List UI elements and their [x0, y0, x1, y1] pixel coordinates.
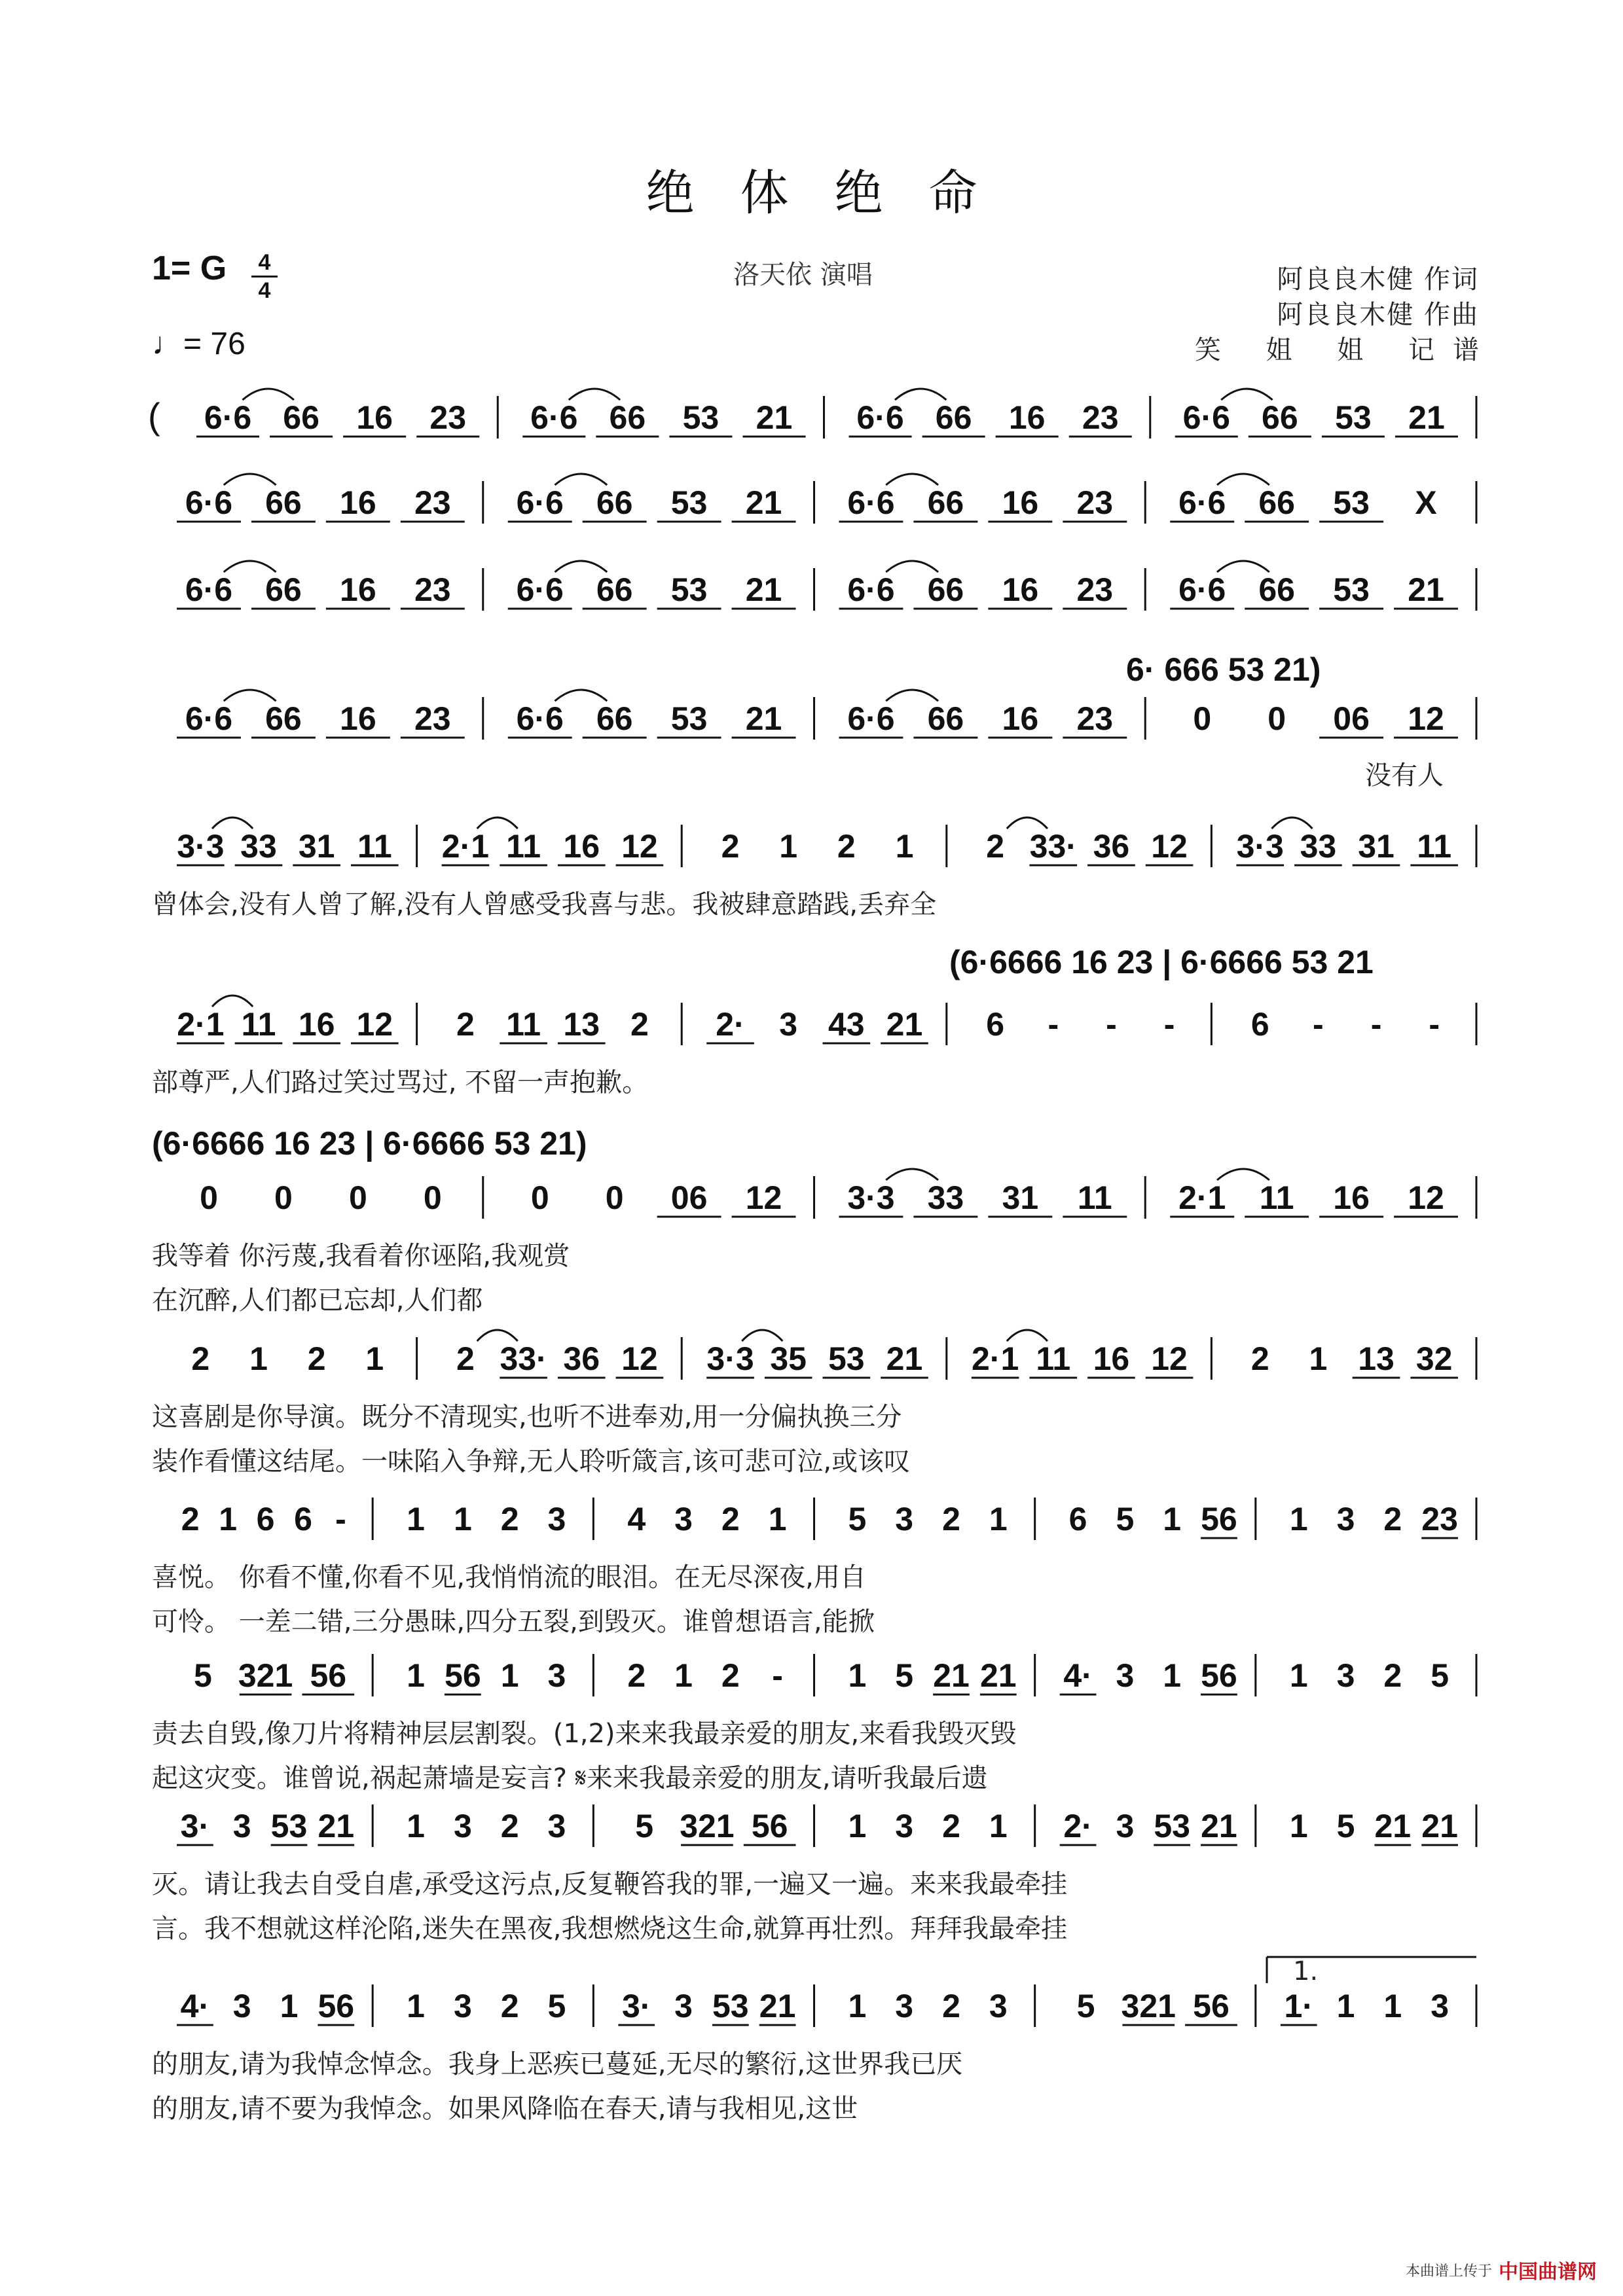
note-group: 3 [547, 1808, 566, 1844]
note-group: 3 [547, 1657, 566, 1694]
note-group: 2 [942, 1808, 960, 1844]
site-logo: 中国曲谱网 [1499, 2261, 1597, 2283]
time-signature-bottom: 4 [258, 278, 271, 303]
note-group: 1 [768, 1501, 787, 1537]
note-group: 3·3 [847, 1179, 895, 1216]
note-group: 11 [1259, 1179, 1294, 1216]
note-group: 6·6 [185, 700, 233, 737]
note-group: 66 [265, 571, 302, 608]
note-group: 2·1 [971, 1340, 1019, 1377]
note-group: 1 [407, 1988, 425, 2024]
note-group: 53 [1154, 1808, 1190, 1844]
note-group: 11 [1417, 828, 1452, 865]
note-group: 33· [1029, 828, 1077, 865]
note-group: 2 [1383, 1501, 1402, 1537]
note-group: 13 [563, 1006, 600, 1043]
slur [212, 817, 253, 829]
note-group: 66 [1258, 484, 1295, 521]
note-group: 66 [927, 700, 964, 737]
note-group: 21 [1374, 1808, 1412, 1844]
note-group: 06 [1333, 700, 1370, 737]
note-group: 1 [1309, 1340, 1328, 1377]
note-group: 66 [1258, 571, 1295, 608]
lyric-line: 这喜剧是你导演。既分不清现实,也听不进奉劝,用一分偏执换三分 [152, 1402, 902, 1432]
note-group: 12 [1408, 1179, 1444, 1216]
note-group: 56 [751, 1808, 788, 1844]
slur [742, 1330, 782, 1341]
note-group: 21 [1408, 399, 1445, 436]
note-group: 3 [674, 1988, 693, 2024]
note-group: 3 [1336, 1657, 1355, 1694]
note-group: 6·6 [516, 484, 564, 521]
slur [224, 474, 276, 485]
note-group: 12 [621, 1340, 658, 1377]
note-group: 33 [240, 828, 277, 865]
note-group: 66 [596, 571, 633, 608]
note-group: 1 [848, 1988, 867, 2024]
note-group: 66 [265, 700, 302, 737]
note-group: 53 [682, 399, 720, 436]
note-group: 1 [1289, 1657, 1308, 1694]
note-group: 2 [942, 1988, 960, 2024]
note-group: 3 [1116, 1657, 1135, 1694]
footer-watermark [1406, 2255, 1597, 2284]
slur [1217, 1169, 1269, 1180]
lyric-line: 言。我不想就这样沦陷,迷失在黑夜,我想燃烧这生命,就算再壮烈。拜拜我最牵挂 [152, 1914, 1068, 1944]
slur [1007, 1330, 1048, 1341]
note-group: 12 [1151, 828, 1188, 865]
note-group: 0 [530, 1179, 549, 1216]
note-group: 1 [249, 1340, 268, 1377]
note-group: 23 [1076, 700, 1114, 737]
lyric-line: 的朋友,请不要为我悼念。如果风降临在春天,请与我相见,这世 [152, 2094, 858, 2124]
note-group: 16 [1002, 571, 1039, 608]
note-group: 3 [453, 1808, 472, 1844]
note-group: 6 [986, 1006, 1005, 1043]
note-group: 66 [935, 399, 972, 436]
note-group: 56 [310, 1657, 347, 1694]
note-group: 6·6 [204, 399, 252, 436]
song-title: 绝体绝命 [646, 165, 1023, 221]
note-group: 53 [1333, 484, 1370, 521]
lyricist-credit: 阿良良木健 作词 [1277, 264, 1479, 295]
note-group: 12 [1151, 1340, 1188, 1377]
note-group: 56 [1201, 1501, 1237, 1537]
note-group: 6·6 [516, 571, 564, 608]
note-group: 0 [200, 1179, 218, 1216]
lyric-line: 部尊严,人们路过笑过骂过, 不留一声抱歉。 [152, 1067, 649, 1098]
note-group: 1 [1163, 1501, 1182, 1537]
note-group: 23 [414, 571, 451, 608]
slur [886, 474, 938, 485]
note-group: 1 [1383, 1988, 1402, 2024]
note-group: 16 [340, 700, 376, 737]
note-group: - [1106, 1006, 1117, 1043]
lyric-line: 起这灾变。谁曾说,祸起萧墙是妄言? 𝄋来来我最亲爱的朋友,请听我最后遗 [152, 1763, 988, 1793]
note-group: 5 [193, 1657, 212, 1694]
note-group: 3·3 [177, 828, 225, 865]
note-group: 2 [181, 1501, 200, 1537]
note-group: 11 [1077, 1179, 1112, 1216]
note-group: 3 [232, 1808, 251, 1844]
slur [569, 389, 620, 400]
slur [886, 690, 938, 701]
note-group: 21 [886, 1340, 923, 1377]
note-group: 21 [886, 1006, 923, 1043]
note-group: 1 [848, 1808, 867, 1844]
note-group: 6 [294, 1501, 312, 1537]
note-group: 0 [274, 1179, 293, 1216]
note-group: 1 [453, 1501, 472, 1537]
note-group: 21 [933, 1657, 970, 1694]
note-group: 0 [423, 1179, 442, 1216]
note-group: 321 [238, 1657, 293, 1694]
note-group: 12 [1408, 700, 1444, 737]
volta-label: 1. [1293, 1956, 1319, 1986]
note-group: 6·6 [847, 700, 895, 737]
tempo-marking: ♩= 76 [152, 327, 246, 361]
note-group: 31 [298, 828, 335, 865]
slur [895, 389, 946, 400]
note-group: 56 [318, 1988, 355, 2024]
footer-text: 本曲谱上传于 [1405, 2263, 1492, 2280]
lyric-line: 在沉醉,人们都已忘却,人们都 [152, 1285, 483, 1316]
note-group: 23 [429, 399, 467, 436]
note-group: 2· [716, 1006, 745, 1043]
note-group: 3 [674, 1501, 693, 1537]
slur [224, 561, 276, 572]
intro-phrase: 6· 666 53 21) [1126, 651, 1321, 688]
note-group: 1 [674, 1657, 693, 1694]
note-group: 3 [1431, 1988, 1450, 2024]
note-group: 1 [895, 828, 914, 865]
note-group: 6 [1250, 1006, 1269, 1043]
note-group: 66 [596, 484, 633, 521]
note-group: 23 [1421, 1501, 1458, 1537]
slur [555, 474, 608, 485]
note-group: 3·3 [706, 1340, 754, 1377]
note-group: 4 [627, 1501, 646, 1537]
note-group: 16 [1002, 484, 1039, 521]
note-group: 2 [191, 1340, 210, 1377]
note-group: 16 [356, 399, 393, 436]
time-signature-top: 4 [258, 250, 271, 275]
lyric-line: 装作看懂这结尾。一味陷入争辩,无人聆听箴言,该可悲可泣,或该叹 [152, 1446, 911, 1477]
slur [886, 561, 938, 572]
note-group: 3 [895, 1808, 914, 1844]
note-group: 21 [745, 571, 782, 608]
note-group: 53 [712, 1988, 749, 2024]
note-group: 23 [414, 484, 451, 521]
note-group: 6 [1068, 1501, 1087, 1537]
note-group: 06 [670, 1179, 708, 1216]
note-group: 56 [1201, 1657, 1237, 1694]
slur [242, 389, 293, 400]
transcriber-credit: 笑 姐 姐 记谱 [1194, 335, 1497, 365]
note-group: - [335, 1501, 346, 1537]
note-group: 3 [989, 1988, 1008, 2024]
note-group: 5 [547, 1988, 566, 2024]
note-group: 11 [1036, 1340, 1071, 1377]
note-group: 11 [506, 828, 541, 865]
note-group: 321 [1121, 1988, 1176, 2024]
note-group: 3 [453, 1988, 472, 2024]
note-group: 1 [989, 1808, 1008, 1844]
note-group: X [1415, 484, 1437, 521]
lyric-line: 没有人 [1365, 761, 1444, 791]
note-group: 2 [942, 1501, 960, 1537]
note-group: 1 [1163, 1657, 1182, 1694]
note-group: 3· [621, 1988, 651, 2024]
key-signature: 1= G [152, 249, 227, 287]
note-group: 5 [1431, 1657, 1450, 1694]
note-group: 23 [1076, 571, 1114, 608]
note-group: 53 [828, 1340, 865, 1377]
note-group: 11 [357, 828, 392, 865]
intro-phrase: (6·6666 16 23 | 6·6666 53 21 [949, 944, 1374, 980]
note-group: 16 [563, 828, 600, 865]
note-group: 11 [506, 1006, 541, 1043]
slur [1217, 474, 1269, 485]
note-group: 21 [318, 1808, 355, 1844]
note-group: 21 [759, 1988, 796, 2024]
note-group: 16 [1093, 1340, 1130, 1377]
note-group: 6·6 [847, 571, 895, 608]
intro-phrase: (6·6666 16 23 | 6·6666 53 21) [152, 1125, 587, 1162]
note-group: 2 [721, 828, 740, 865]
note-group: 2·1 [177, 1006, 225, 1043]
note-group: 33· [500, 1340, 547, 1377]
note-group: 13 [1358, 1340, 1395, 1377]
note-group: 0 [1193, 700, 1212, 737]
note-group: 21 [1421, 1808, 1458, 1844]
note-group: 11 [241, 1006, 276, 1043]
note-group: 66 [927, 571, 964, 608]
note-group: 66 [1262, 399, 1298, 436]
note-group: 3 [895, 1501, 914, 1537]
note-group: 53 [1333, 571, 1370, 608]
note-group: 3 [232, 1988, 251, 2024]
note-group: 1 [365, 1340, 384, 1377]
note-group: 16 [340, 571, 376, 608]
note-group: 21 [756, 399, 793, 436]
note-group: 1· [1284, 1988, 1313, 2024]
slur [1007, 817, 1048, 829]
note-group: 12 [745, 1179, 782, 1216]
note-group: 5 [848, 1501, 867, 1537]
note-group: 33 [927, 1179, 964, 1216]
note-group: 2 [500, 1988, 519, 2024]
note-group: 12 [621, 828, 658, 865]
slur [477, 1330, 518, 1341]
note-group: 1 [1289, 1501, 1308, 1537]
note-group: - [1429, 1006, 1440, 1043]
note-group: - [1370, 1006, 1382, 1043]
note-group: 2 [721, 1657, 740, 1694]
note-group: 321 [680, 1808, 735, 1844]
note-group: 33 [1300, 828, 1337, 865]
note-group: 4· [1063, 1657, 1093, 1694]
note-group: 16 [1002, 700, 1039, 737]
note-group: 31 [1002, 1179, 1039, 1216]
note-group: 36 [563, 1340, 600, 1377]
note-group: 31 [1358, 828, 1395, 865]
note-group: 1 [1289, 1808, 1308, 1844]
note-group: 2 [500, 1501, 519, 1537]
note-group: 21 [745, 700, 782, 737]
slur [1271, 817, 1312, 829]
note-group: 6 [256, 1501, 275, 1537]
note-group: 6·6 [185, 484, 233, 521]
slur [555, 561, 608, 572]
lyric-line: 曾体会,没有人曾了解,没有人曾感受我喜与悲。我被肆意踏践,丢弃全 [152, 889, 937, 920]
note-group: 66 [927, 484, 964, 521]
note-group: 53 [1335, 399, 1372, 436]
note-group: 2 [627, 1657, 646, 1694]
note-group: 43 [828, 1006, 865, 1043]
slur [1221, 389, 1272, 400]
note-group: 53 [670, 484, 708, 521]
slur [477, 817, 518, 829]
note-group: 6·6 [1178, 484, 1226, 521]
note-group: 0 [1267, 700, 1286, 737]
note-group: 2·1 [441, 828, 490, 865]
note-group: 2 [986, 828, 1005, 865]
note-group: 16 [298, 1006, 335, 1043]
note-group: 1 [989, 1501, 1008, 1537]
note-group: 16 [340, 484, 376, 521]
open-paren: ( [148, 395, 160, 437]
note-group: 66 [265, 484, 302, 521]
note-group: 23 [1082, 399, 1119, 436]
note-group: - [1048, 1006, 1059, 1043]
note-group: 3·3 [1236, 828, 1284, 865]
note-group: 21 [745, 484, 782, 521]
note-group: 1 [848, 1657, 867, 1694]
note-group: 1 [1336, 1988, 1355, 2024]
note-group: 5 [1116, 1501, 1135, 1537]
note-group: 6·6 [530, 399, 578, 436]
note-group: 2 [456, 1006, 475, 1043]
note-group: 2 [307, 1340, 326, 1377]
note-group: 1 [280, 1988, 299, 2024]
slur [555, 690, 608, 701]
note-group: 2· [1063, 1808, 1093, 1844]
note-group: 0 [605, 1179, 624, 1216]
note-group: 21 [1201, 1808, 1237, 1844]
note-group: - [772, 1657, 783, 1694]
note-group: 4· [180, 1988, 210, 2024]
note-group: 2 [837, 828, 856, 865]
note-group: 2 [630, 1006, 649, 1043]
note-group: 53 [670, 700, 708, 737]
note-group: 5 [635, 1808, 654, 1844]
note-group: 56 [1193, 1988, 1230, 2024]
note-group: 12 [356, 1006, 393, 1043]
note-group: 1 [407, 1808, 425, 1844]
note-group: 23 [1076, 484, 1114, 521]
lyric-line: 喜悦。 你看不懂,你看不见,我悄悄流的眼泪。在无尽深夜,用自 [152, 1562, 866, 1592]
note-group: 6·6 [847, 484, 895, 521]
note-group: 3 [779, 1006, 798, 1043]
note-group: 5 [1336, 1808, 1355, 1844]
note-group: 0 [348, 1179, 367, 1216]
lyric-line: 灭。请让我去自受自虐,承受这污点,反复鞭笞我的罪,一遍又一遍。来来我最牵挂 [152, 1869, 1068, 1899]
note-group: 1 [500, 1657, 519, 1694]
note-group: 16 [1008, 399, 1046, 436]
singer-credit: 洛天依 演唱 [733, 260, 873, 290]
note-group: 1 [407, 1501, 425, 1537]
note-group: 6·6 [1182, 399, 1230, 436]
note-group: 53 [670, 571, 708, 608]
note-group: 66 [283, 399, 319, 436]
note-group: 32 [1415, 1340, 1453, 1377]
slur [212, 996, 253, 1007]
note-group: 16 [1333, 1179, 1370, 1216]
lyric-line: 我等着 你污蔑,我看着你诬陷,我观赏 [152, 1241, 570, 1271]
note-group: 66 [609, 399, 646, 436]
note-group: 6·6 [185, 571, 233, 608]
note-group: 21 [979, 1657, 1017, 1694]
note-group: 1 [407, 1657, 425, 1694]
note-group: 6·6 [516, 700, 564, 737]
note-group: - [1313, 1006, 1324, 1043]
note-group: 6·6 [1178, 571, 1226, 608]
note-group: 21 [1408, 571, 1444, 608]
note-group: 2 [456, 1340, 475, 1377]
note-group: 2 [500, 1808, 519, 1844]
note-group: 66 [596, 700, 633, 737]
note-group: 53 [270, 1808, 308, 1844]
note-group: 2 [721, 1501, 740, 1537]
note-group: 3 [1336, 1501, 1355, 1537]
note-group: 35 [770, 1340, 807, 1377]
note-group: 2 [1383, 1657, 1402, 1694]
slur [886, 1169, 938, 1180]
note-group: 6·6 [856, 399, 904, 436]
note-group: 5 [895, 1657, 914, 1694]
lyric-line: 可怜。 一差二错,三分愚昧,四分五裂,到毁灭。谁曾想语言,能掀 [152, 1607, 875, 1637]
note-group: 2 [1250, 1340, 1269, 1377]
note-group: 3 [547, 1501, 566, 1537]
composer-credit: 阿良良木健 作曲 [1277, 300, 1479, 330]
note-group: 1 [779, 828, 798, 865]
note-group: 2·1 [1178, 1179, 1226, 1216]
slur [1217, 561, 1269, 572]
note-group: 56 [445, 1657, 481, 1694]
note-group: 3· [180, 1808, 210, 1844]
lyric-line: 责去自毁,像刀片将精神层层割裂。(1,2)来来我最亲爱的朋友,来看我毁灭毁 [152, 1719, 1017, 1749]
note-group: 36 [1093, 828, 1130, 865]
lyric-line: 的朋友,请为我悼念悼念。我身上恶疾已蔓延,无尽的繁衍,这世界我已厌 [152, 2049, 963, 2079]
note-group: 1 [219, 1501, 238, 1537]
note-group: 5 [1076, 1988, 1095, 2024]
note-group: - [1163, 1006, 1175, 1043]
note-group: 3 [895, 1988, 914, 2024]
note-group: 23 [414, 700, 451, 737]
note-group: 3 [1116, 1808, 1135, 1844]
slur [224, 690, 276, 701]
